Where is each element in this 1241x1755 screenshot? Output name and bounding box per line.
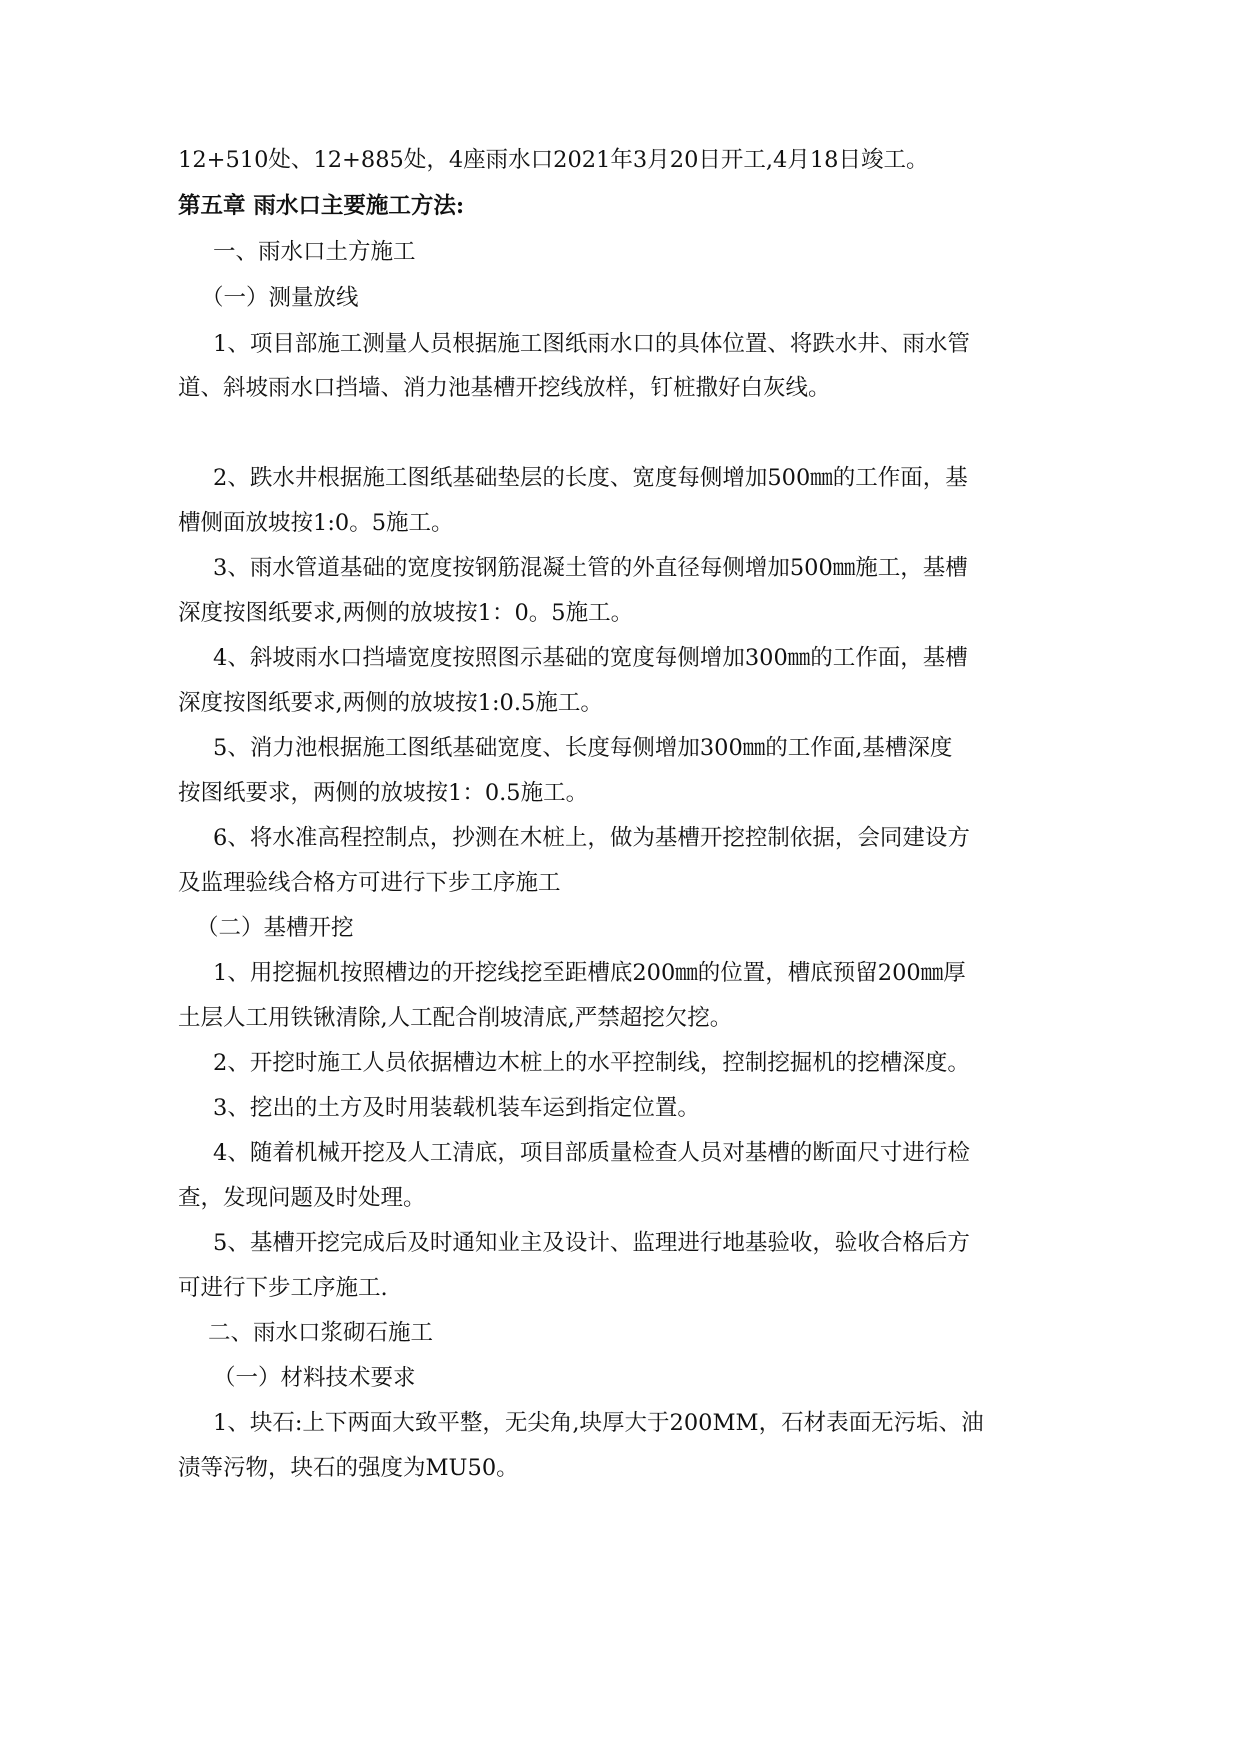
paragraph-line: 4、随着机械开挖及人工清底，项目部质量检查人员对基槽的断面尺寸进行检 <box>213 1140 970 1166</box>
paragraph-line: 按图纸要求，两侧的放坡按1：0.5施工。 <box>178 780 589 806</box>
paragraph-line: 查，发现问题及时处理。 <box>178 1185 426 1211</box>
paragraph-line: 深度按图纸要求,两侧的放坡按1:0.5施工。 <box>178 690 603 716</box>
paragraph-line: 6、将水准高程控制点，抄测在木桩上，做为基槽开挖控制依据，会同建设方 <box>213 825 970 851</box>
paragraph-line: 2、跌水井根据施工图纸基础垫层的长度、宽度每侧增加500㎜的工作面，基 <box>213 465 968 491</box>
paragraph-line: 1、项目部施工测量人员根据施工图纸雨水口的具体位置、将跌水井、雨水管 <box>213 331 970 357</box>
section-heading: 一、雨水口土方施工 <box>213 239 416 265</box>
paragraph-line: 及监理验线合格方可进行下步工序施工 <box>178 870 561 896</box>
subsection-heading: （一）测量放线 <box>201 285 359 311</box>
subsection-heading: （二）基槽开挖 <box>196 915 354 941</box>
paragraph-line: 深度按图纸要求,两侧的放坡按1：0。5施工。 <box>178 600 634 626</box>
section-heading: 二、雨水口浆砌石施工 <box>208 1320 434 1346</box>
subsection-heading: （一）材料技术要求 <box>213 1365 416 1391</box>
paragraph-line: 渍等污物，块石的强度为MU50。 <box>178 1455 519 1481</box>
paragraph-line: 土层人工用铁锹清除,人工配合削坡清底,严禁超挖欠挖。 <box>178 1005 733 1031</box>
paragraph-line: 可进行下步工序施工. <box>178 1275 388 1301</box>
paragraph-line: 1、块石:上下两面大致平整，无尖角,块厚大于200MM，石材表面无污垢、油 <box>213 1410 984 1436</box>
paragraph-line: 3、挖出的土方及时用装载机装车运到指定位置。 <box>213 1095 700 1121</box>
paragraph-line: 1、用挖掘机按照槽边的开挖线挖至距槽底200㎜的位置，槽底预留200㎜厚 <box>213 960 966 986</box>
paragraph-line: 5、消力池根据施工图纸基础宽度、长度每侧增加300㎜的工作面,基槽深度 <box>213 735 953 761</box>
paragraph-line: 5、基槽开挖完成后及时通知业主及设计、监理进行地基验收，验收合格后方 <box>213 1230 970 1256</box>
chapter-heading: 第五章 雨水口主要施工方法: <box>178 193 465 219</box>
paragraph-line: 槽侧面放坡按1:0。5施工。 <box>178 510 454 536</box>
paragraph-line: 2、开挖时施工人员依据槽边木桩上的水平控制线，控制挖掘机的挖槽深度。 <box>213 1050 970 1076</box>
text-line: 12+510处、12+885处，4座雨水口2021年3月20日开工,4月18日竣工。 <box>178 147 929 173</box>
paragraph-line: 4、斜坡雨水口挡墙宽度按照图示基础的宽度每侧增加300㎜的工作面，基槽 <box>213 645 968 671</box>
paragraph-line: 3、雨水管道基础的宽度按钢筋混凝土管的外直径每侧增加500㎜施工，基槽 <box>213 555 968 581</box>
paragraph-line: 道、斜坡雨水口挡墙、消力池基槽开挖线放样，钉桩撒好白灰线。 <box>178 375 831 401</box>
